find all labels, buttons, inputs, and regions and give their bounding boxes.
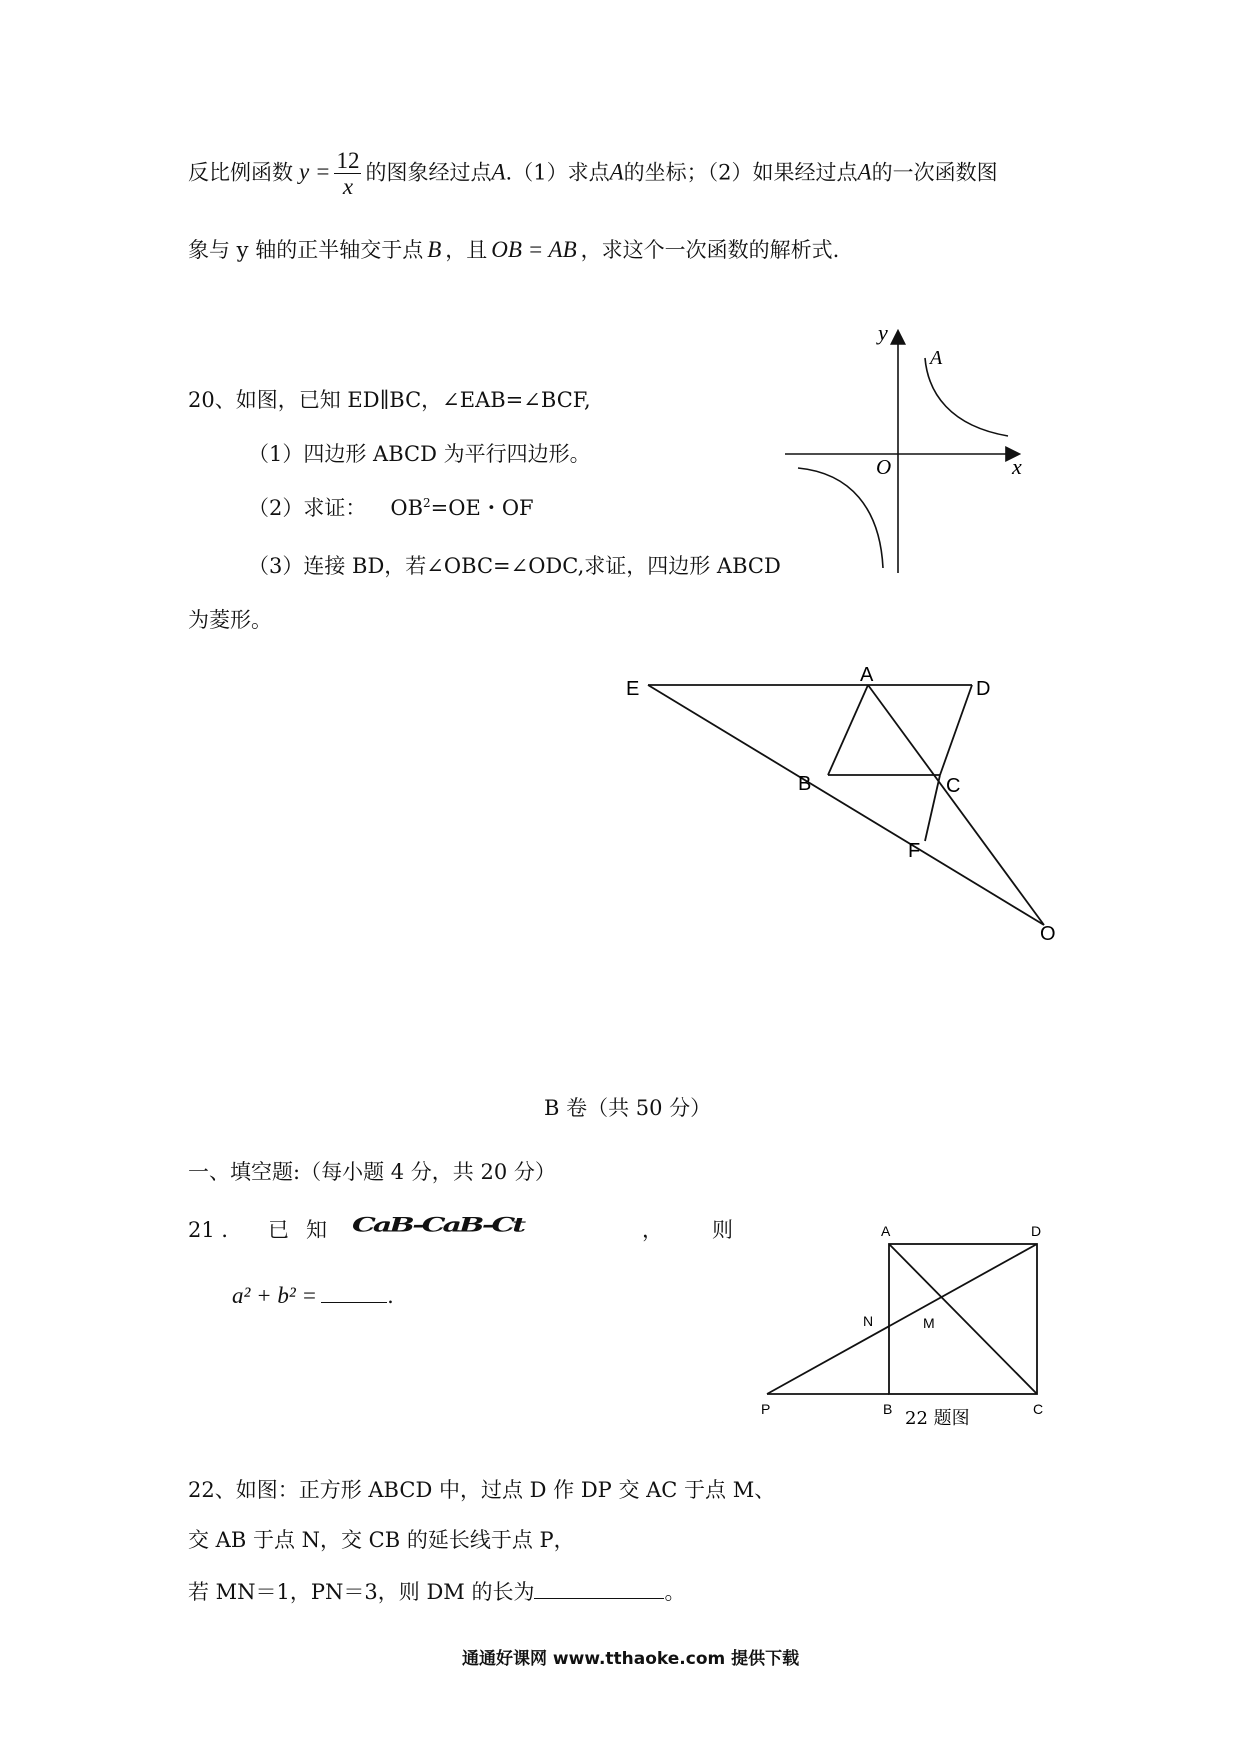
point-a-symbol: A (609, 159, 624, 185)
segment-dp (767, 1244, 1037, 1394)
fraction-12-over-x (334, 148, 361, 200)
origin-label: O (876, 455, 892, 479)
point-b-symbol: B (427, 237, 442, 262)
segment-ao (868, 685, 1044, 925)
figure-caption: 22 题图 (905, 1408, 970, 1429)
segment-dc (940, 685, 972, 775)
q22-end: 。 (664, 1580, 686, 1604)
section-b-title: B 卷（共 50 分） (544, 1096, 712, 1120)
q20-part3-continuation: 为菱形。 (188, 608, 272, 632)
label-o: O (1040, 923, 1056, 945)
q21-word-1: 已 (268, 1218, 289, 1242)
q19-text: 的坐标；（2）如果经过点 (623, 160, 858, 185)
point-a-label: A (930, 347, 943, 369)
hyperbola-branch-q1 (925, 358, 1008, 436)
figure-22 (755, 1222, 1055, 1440)
x-axis-label: x (1012, 454, 1022, 479)
garbled-formula-image: CaB-CaB-Ct (352, 1214, 524, 1237)
q22-answer-blank (534, 1578, 664, 1599)
q21-then: 则 (712, 1218, 733, 1242)
segment-eo (648, 685, 1044, 925)
label-f: F (908, 840, 921, 862)
q21-answer-blank (321, 1282, 387, 1303)
diagonal-ac (889, 1244, 1037, 1394)
condition-ob-ab: OB = AB (491, 237, 577, 262)
section-b-part-heading: 一、填空题:（每小题 4 分，共 20 分） (188, 1160, 556, 1184)
segment-ab (828, 685, 868, 775)
page-footer: 通通好课网 www.tthaoke.com 提供下载 (462, 1649, 800, 1669)
q20-part1: （1）四边形 ABCD 为平行四边形。 (248, 442, 591, 466)
inverse-function-graph (780, 318, 1060, 580)
hyperbola-branch-q3 (798, 468, 883, 568)
q20-part2-ob: OB (390, 496, 424, 520)
q21-number: 21 ． (188, 1218, 243, 1242)
q22-line2: 交 AB 于点 N，交 CB 的延长线于点 P， (188, 1528, 575, 1552)
q19-text: 象与 y 轴的正半轴交于点 (188, 238, 424, 262)
q19-text: 的一次函数图 (871, 160, 998, 185)
q22-line3 (188, 1578, 685, 1605)
q20-part2-exponent: 2 (423, 496, 431, 510)
point-a-symbol: A (491, 159, 506, 185)
label-b: B (798, 773, 812, 795)
label-b: B (883, 1401, 893, 1417)
q19-line1 (188, 148, 998, 200)
q19-text: 反比例函数 (188, 160, 293, 185)
label-m: M (923, 1315, 935, 1331)
label-c: C (946, 775, 961, 797)
figure-20 (620, 665, 1080, 945)
q20-part2-label: （2）求证： (248, 496, 367, 520)
q20-part3: （3）连接 BD，若∠OBC=∠ODC,求证，四边形 ABCD (248, 554, 781, 578)
label-d: D (976, 678, 991, 700)
q19-line2 (188, 236, 839, 264)
fraction-denominator: x (334, 173, 361, 199)
q19-text: 的图象经过点 (365, 160, 492, 185)
q21-word-2: 知 (306, 1218, 327, 1242)
q21-period: . (387, 1284, 394, 1308)
q21-comma: ， (642, 1218, 663, 1242)
q20-part2 (248, 496, 534, 521)
segment-cf (925, 775, 940, 841)
label-c: C (1033, 1401, 1044, 1417)
label-a: A (881, 1223, 891, 1239)
q21-expression-line (232, 1282, 394, 1310)
q22-line1: 22、如图：正方形 ABCD 中，过点 D 作 DP 交 AC 于点 M、 (188, 1478, 776, 1502)
q19-text: .（1）求点 (505, 160, 610, 185)
y-axis-label: y (878, 320, 888, 345)
q20-part2-rest: =OE・OF (430, 496, 534, 520)
label-a: A (860, 665, 874, 686)
fraction-numerator: 12 (336, 148, 360, 173)
q19-text: ，且 (445, 238, 488, 262)
label-n: N (863, 1313, 874, 1329)
label-e: E (626, 678, 640, 700)
q21-garbled-equation (352, 1208, 523, 1243)
point-a-symbol: A (857, 159, 872, 185)
equation-lhs: y = (299, 159, 331, 185)
q21-expression: a² + b² = (232, 1283, 318, 1308)
q20-stem: 20、如图，已知 ED∥BC，∠EAB=∠BCF, (188, 388, 591, 412)
q22-line3-text: 若 MN＝1，PN＝3，则 DM 的长为 (188, 1580, 535, 1604)
q19-text: ，求这个一次函数的解析式. (580, 238, 840, 262)
label-p: P (761, 1401, 771, 1417)
label-d: D (1031, 1223, 1042, 1239)
